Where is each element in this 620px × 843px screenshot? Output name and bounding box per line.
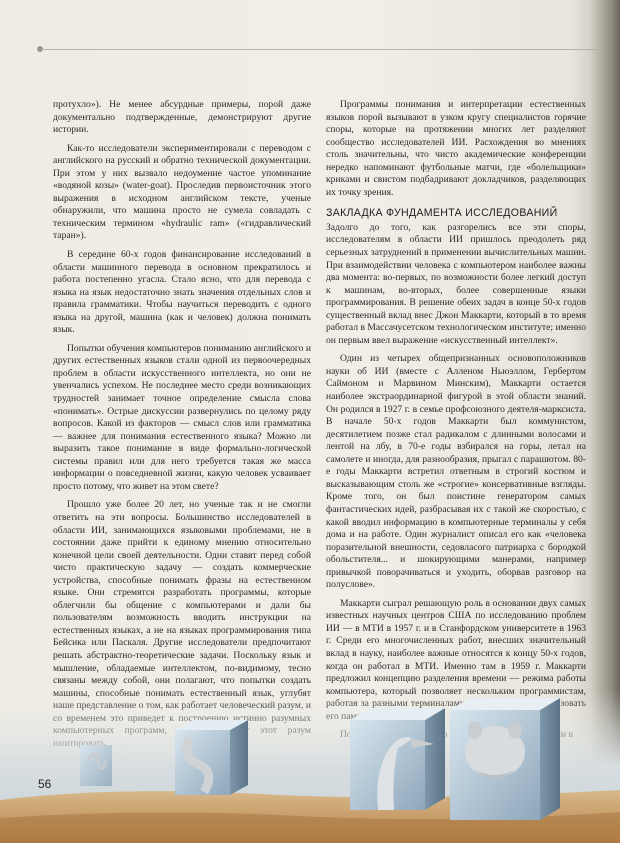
small-cube-left bbox=[80, 745, 112, 786]
cube-with-animal-head bbox=[450, 698, 560, 820]
cube-with-bird-head bbox=[350, 708, 445, 810]
header-rule bbox=[42, 49, 602, 50]
cube-with-tube bbox=[175, 720, 248, 795]
right-text-column bbox=[326, 99, 586, 748]
paragraph: Маккарти сыграл решающую роль в основании двух самых известных научных центров США по исследованию проблем ИИ — в МТИ в 1957 г. и в Станфордском университете в 1963 г. Среди его многочисленных работ, внесших значительный вклад в науку, наиболее важные относятся к концу 50-х годов, когда он работал в МТИ. Именно там в 1959 г. Маккарти предложил концепцию разделения времени — режима работы bbox=[326, 597, 586, 685]
paragraph: Прошло уже более 20 лет, но ученые так и не смогли ответить на эти вопросы. Большинство исследователей в области ИИ, занимающихся языковыми проблемами, не в состоянии даже прийти к единому мнению относительно конечной цели своей деятельности. Одни ставят перед собой чисто практическую задачу — создать коммерческие устройства, способные понимать фразы на естественном языке. Они стремятся разработать программы, которые облегчили бы общение с компьютерами и дали бы пользователям возможность вводить инструкции на естественных языках, а не на языках программирования типа Бейсика или Паскаля. Другие исследователи предпочитают решать абстрактно-теоретические задачи. Поскольку язык и мышление, обладаемые интеллектом, по-видимому, тесно связаны между собой, они полагают, что попытки создать bbox=[53, 499, 311, 687]
left-text-column bbox=[53, 99, 311, 756]
paragraph: Попытки обучения компьютеров пониманию английского и других естественных языков стали одной из первоочередных проблем в области искусственного интеллекта, но они не увенчались успехом. Не последнее место среди возникающих трудностей занимает точное определение смысла слова «понимать». Острые дискуссии развернулись по целому ряду вопросов. Какой из факторов — смысл слов или грамматика — важнее для понимания естественного языка? Можно ли выразить такое понимание в виде формально-логической системы правил или для него требуется такая же масса информации о повседневной жизни, какую человек усваивает просто потому, что живет на этом свете? bbox=[53, 342, 311, 492]
paragraph: Задолго до того, как разгорелись все эти споры, исследователям в области ИИ пришлось преодолеть ряд серьезных затруднений в применении вычислительных машин. При взаимодействии человека с компьютером наиболее важны два момента: во-первых, по возможности более легкий доступ к машинам, во-вторых, более совершенные языки программирования. В решение обеих задач в конце 50-х годов существенный вклад внес Джон Маккарти, который в то время работал в Массачусетском технологическом институте; именно он первым ввел выражение «искусственный интеллект». bbox=[326, 221, 586, 346]
surreal-desert-illustration bbox=[0, 690, 620, 843]
page-number: 56 bbox=[38, 777, 52, 791]
paragraph: Один из четырех общепризнанных основоположников науки об ИИ (вместе с Алленом Ньюэллом, Гербертом Саймоном и Марвином Минским), Маккарти остается наиболее экстраординарной фигурой в этой области знаний. Он родился в 1927 г. в семье профсоюзного деятеля-марксиста. В начале 50-х годов Маккарти был коммунистом, десятилетием позже стал радикалом с длинными волосами и лентой на лбу, в 70-е годы взбирался на горы, летал на самолете и иногда, для разнообразия, прыгал с парашютом. 80-е годы Маккарти встретил ответным в строгий костюм и высказывающим столь же «строгие» консервативные взгляды. Кроме того, он был поистине генератором самых фантастических идей, разбрасывая их с такой же скоростью, с какой вводил информацию в компьютерные терминалы у себя дома и на работе. Один журналист описал его как «человека поразительной внешности, седовласого патриарха с бородкой обольстителя... и шокирующими манерами, например привычкой поворачиваться и уходить, оборвав разговор на полуслове». bbox=[326, 353, 586, 591]
section-heading: ЗАКЛАДКА ФУНДАМЕНТА ИССЛЕДОВАНИЙ bbox=[326, 207, 558, 220]
paragraph: Программы понимания и интерпретации естественных языков порой вызывают в узком кругу специалистов горячие споры, которые на протяжении многих лет разделяют сообщество исследователей ИИ. Расхождения во мнениях столь значительны, что чисто академические конференции нередко напоминают футбольные матчи, где «болельщики» криками и свистом подбадривают докладчиков, разделяющих их точку зрения. bbox=[326, 99, 586, 198]
paragraph: Как-то исследователи экспериментировали с переводом с английского на русский и обратно технической документации. При этом у них вызвало недоумение частое упоминание «водяной козы» (water-goat). Проследив первоисточник этого выражения в исходном английском тексте, ученые обнаружили, что машина просто не сумела совладать с техническим термином «hydraulic ram» («гидравлический таран»). bbox=[53, 142, 311, 242]
paragraph: протухло»). Не менее абсурдные примеры, порой даже документально подтвержденные, демонстрируют другие истории. bbox=[53, 99, 311, 136]
paragraph: В середине 60-х годов финансирование исследований в области машинного перевода в основном прекратилось и работа постепенно угасла. Стало ясно, что для перевода с языка на язык недостаточно знать значения отдельных слов и правила грамматики. Чтобы научиться переводить с одного языка на другой, машина (как и человек) должна понимать язык. bbox=[53, 249, 311, 336]
